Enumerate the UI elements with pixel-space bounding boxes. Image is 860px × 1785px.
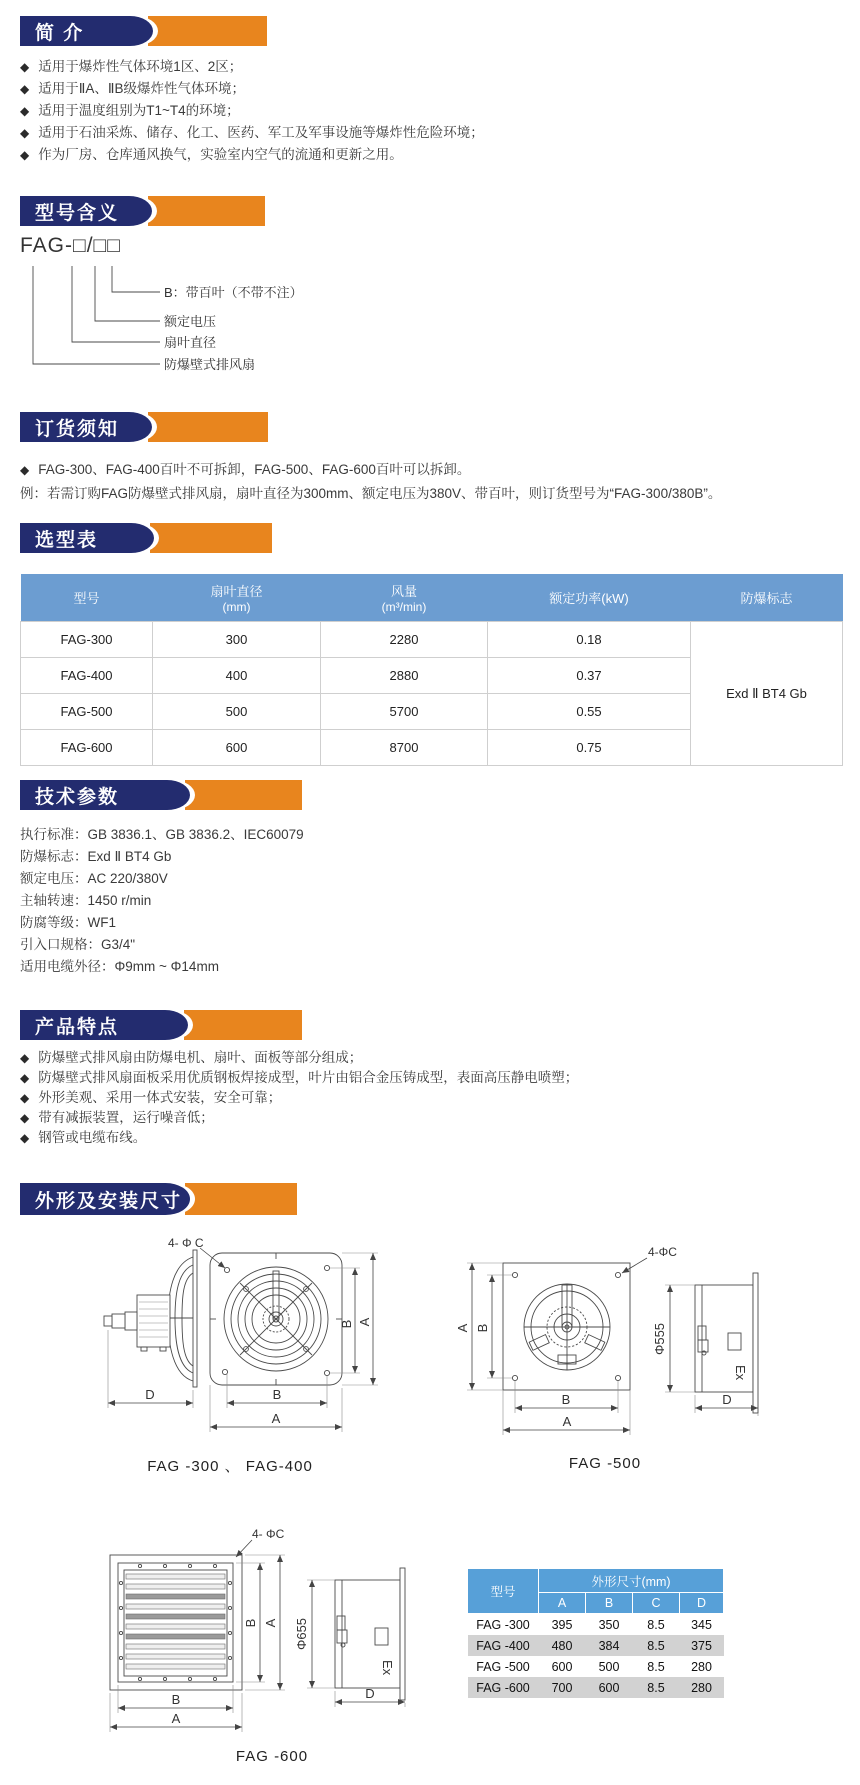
diamond-bullet-icon: ◆ [20, 126, 30, 140]
fag300-side-view [104, 1250, 197, 1387]
diamond-bullet-icon: ◆ [20, 60, 30, 74]
cell-D: 345 [691, 1617, 712, 1632]
banner-orange-block [148, 412, 268, 442]
tech-line: 防爆标志：Exd Ⅱ BT4 Gb [20, 849, 172, 864]
model-code-text: FAG-□/□□ [20, 234, 121, 257]
cell-C: 8.5 [647, 1617, 665, 1632]
banner-orange-block [150, 523, 272, 553]
col-header-exmark: 防爆标志 [691, 574, 843, 622]
diamond-bullet-icon: ◆ [20, 104, 30, 118]
cell-diameter: 500 [153, 694, 321, 730]
dim-header-C: C [633, 1593, 680, 1614]
section-banner-tech [20, 780, 302, 810]
drawing-fag500 [440, 1240, 770, 1440]
dim-label-phi655: Φ655 [294, 1617, 309, 1651]
tech-line: 引入口规格：G3/4" [20, 937, 136, 952]
banner-orange-block [148, 196, 265, 226]
designation-label-diameter: 扇叶直径 [164, 335, 217, 350]
col-header-diameter [153, 574, 321, 622]
order-example [20, 482, 721, 506]
drawing-fag300-fag400 [40, 1232, 400, 1447]
section-banner-dimensions [20, 1183, 297, 1215]
dimension-table-body [468, 1614, 724, 1699]
dim-label-A: A [455, 1323, 470, 1333]
banner-navy-block [20, 412, 152, 442]
dim-label-B: B [561, 1392, 571, 1407]
dim-header-A: A [539, 1593, 586, 1614]
intro-bullet-text: 适用于温度组别为T1~T4的环境； [38, 103, 240, 118]
dim-header-model: 型号 [468, 1569, 539, 1614]
banner-orange-block [185, 780, 302, 810]
section-title-selection: 选型表 [35, 529, 99, 551]
cell-model: FAG -300 [476, 1617, 530, 1632]
table-row [468, 1656, 724, 1677]
dim-label-B: B [272, 1387, 282, 1402]
dim-label-A: A [562, 1414, 572, 1429]
table-row [468, 1635, 724, 1656]
feature-bullet [20, 1048, 578, 1068]
fag600-side-view [335, 1568, 405, 1700]
cell-airflow: 2880 [321, 658, 488, 694]
order-notes [20, 458, 721, 506]
intro-bullet-text: 适用于石油采炼、储存、化工、医药、军工及军事设施等爆炸性危险环境； [38, 125, 484, 140]
feature-bullet-text: 带有减振装置，运行噪音低； [38, 1110, 214, 1125]
cell-diameter: 400 [153, 658, 321, 694]
col-header-power: 额定功率(kW) [488, 574, 691, 622]
dim-label-D: D [722, 1392, 732, 1407]
hole-count-label: 4- Φ C [168, 1236, 204, 1250]
feature-bullet [20, 1108, 578, 1128]
banner-navy-block [20, 780, 190, 810]
feature-bullet [20, 1068, 578, 1088]
section-banner-selection [20, 523, 272, 553]
intro-bullet [20, 100, 484, 122]
cell-airflow: 5700 [321, 694, 488, 730]
dim-label-B: B [243, 1618, 258, 1628]
intro-bullet [20, 78, 484, 100]
intro-bullet-list [20, 56, 484, 166]
tech-parameter-list [20, 824, 304, 978]
cell-diameter: 600 [153, 730, 321, 766]
dim-label-B: B [339, 1319, 354, 1329]
designation-label-louver: B：带百叶（不带不注） [164, 285, 303, 300]
col-header-airflow [321, 574, 488, 622]
designation-label-voltage: 额定电压 [164, 314, 217, 329]
col-header-model: 型号 [21, 574, 153, 622]
feature-bullet-list [20, 1048, 578, 1148]
feature-bullet-text: 防爆壁式排风扇由防爆电机、扇叶、面板等部分组成； [38, 1050, 363, 1065]
cell-model: FAG -600 [468, 1677, 539, 1698]
cell-power: 0.18 [488, 622, 691, 658]
cell-power: 0.55 [488, 694, 691, 730]
diamond-bullet-icon: ◆ [20, 463, 30, 477]
dim-header-group: 外形尺寸(mm) [539, 1569, 724, 1593]
feature-bullet [20, 1088, 578, 1108]
table-row [468, 1677, 724, 1698]
cell-model: FAG-500 [21, 694, 153, 730]
diamond-bullet-icon: ◆ [20, 1111, 30, 1125]
tech-line: 执行标准：GB 3836.1、GB 3836.2、IEC60079 [20, 827, 304, 842]
cell-A: 600 [551, 1659, 573, 1674]
cell-B: 350 [598, 1617, 620, 1632]
drawing-caption-fag600: FAG -600 [235, 1748, 309, 1765]
feature-bullet-text: 外形美观、采用一体式安装，安全可靠； [38, 1090, 282, 1105]
intro-bullet-text: 适用于爆炸性气体环境1区、2区； [38, 59, 243, 74]
selection-table-body [21, 622, 843, 766]
feature-bullet [20, 1128, 578, 1148]
order-example-text: 例：若需订购FAG防爆壁式排风扇，扇叶直径为300mm、额定电压为380V、带百叶，则订货型号为“FAG-300/380B”。 [20, 486, 722, 501]
cell-B: 500 [598, 1659, 620, 1674]
diamond-bullet-icon: ◆ [20, 1051, 30, 1065]
cell-model: FAG-600 [21, 730, 153, 766]
diamond-bullet-icon: ◆ [20, 148, 30, 162]
banner-navy-block [20, 1010, 188, 1040]
dim-header-D: D [680, 1593, 724, 1614]
cell-C: 8.5 [647, 1659, 665, 1674]
model-designation-diagram [20, 264, 420, 379]
dim-header-B: B [586, 1593, 633, 1614]
drawing-fag600 [80, 1528, 410, 1740]
cell-power: 0.75 [488, 730, 691, 766]
banner-navy-block [20, 196, 152, 226]
dim-label-B: B [171, 1692, 181, 1707]
cell-A: 395 [551, 1617, 573, 1632]
diamond-bullet-icon: ◆ [20, 1091, 30, 1105]
col-header-diameter-line2: (mm) [222, 600, 251, 614]
feature-bullet-text: 防爆壁式排风扇面板采用优质钢板焊接成型，叶片由铝合金压铸成型，表面高压静电喷塑； [38, 1070, 579, 1085]
section-title-features: 产品特点 [35, 1016, 120, 1038]
designation-connector-lines [33, 266, 160, 364]
cell-D: 375 [680, 1635, 724, 1656]
cell-D: 280 [680, 1677, 724, 1698]
tech-line: 防腐等级：WF1 [20, 915, 116, 930]
section-banner-model [20, 196, 265, 226]
dim-label-phi555: Φ555 [652, 1322, 667, 1356]
intro-bullet-text: 作为厂房、仓库通风换气，实验室内空气的流通和更新之用。 [38, 147, 403, 162]
table-row [21, 622, 843, 658]
fag600-front-view [110, 1555, 242, 1690]
dim-label-A: A [171, 1711, 181, 1726]
selection-table [20, 574, 843, 766]
drawing-caption-fag500: FAG -500 [568, 1455, 642, 1472]
ex-mark-label: Ex [733, 1365, 748, 1381]
diamond-bullet-icon: ◆ [20, 1131, 30, 1145]
diamond-bullet-icon: ◆ [20, 1071, 30, 1085]
hole-count-label: 4- ΦC [252, 1528, 285, 1541]
cell-diameter: 300 [153, 622, 321, 658]
dim-label-A: A [357, 1317, 372, 1327]
section-title-model: 型号含义 [35, 202, 120, 224]
dim-label-A: A [271, 1411, 281, 1426]
intro-bullet [20, 56, 484, 78]
dim-label-A: A [263, 1618, 278, 1628]
designation-label-product: 防爆壁式排风扇 [164, 357, 256, 372]
cell-C: 8.5 [633, 1635, 680, 1656]
dim-label-D: D [145, 1387, 155, 1402]
ex-mark-label: Ex [380, 1660, 395, 1676]
drawing-caption-fag300: FAG -300 、 FAG-400 [147, 1458, 313, 1475]
banner-orange-block [148, 16, 267, 46]
section-title-intro: 简 介 [35, 22, 85, 44]
table-row [468, 1614, 724, 1636]
cell-power: 0.37 [488, 658, 691, 694]
fag500-front-view [503, 1263, 630, 1390]
intro-bullet-text: 适用于ⅡA、ⅡB级爆炸性气体环境； [38, 81, 246, 96]
dimension-table [467, 1568, 724, 1698]
cell-A: 700 [539, 1677, 586, 1698]
cell-model: FAG-400 [21, 658, 153, 694]
cell-D: 280 [691, 1659, 712, 1674]
banner-navy-block [20, 1183, 190, 1215]
dim-label-B: B [475, 1323, 490, 1333]
feature-bullet-text: 钢管或电缆布线。 [38, 1130, 147, 1145]
intro-bullet [20, 144, 484, 166]
dimension-table-header [468, 1569, 724, 1614]
fag300-front-view [210, 1253, 342, 1385]
section-title-dimensions: 外形及安装尺寸 [35, 1190, 183, 1212]
tech-line: 额定电压：AC 220/380V [20, 871, 168, 886]
col-header-diameter-line1: 扇叶直径 [210, 584, 263, 599]
tech-line: 适用电缆外径：Φ9mm ~ Φ14mm [20, 959, 219, 974]
section-banner-features [20, 1010, 302, 1040]
order-bullet [20, 458, 721, 482]
cell-B: 384 [586, 1635, 633, 1656]
diamond-bullet-icon: ◆ [20, 82, 30, 96]
cell-airflow: 8700 [321, 730, 488, 766]
cell-airflow: 2280 [321, 622, 488, 658]
section-title-tech: 技术参数 [35, 786, 120, 808]
section-title-order: 订货须知 [35, 418, 120, 440]
cell-C: 8.5 [633, 1677, 680, 1698]
hole-count-label: 4-ΦC [648, 1245, 677, 1259]
selection-table-header [21, 574, 843, 622]
banner-navy-block [20, 16, 153, 46]
cell-model: FAG -500 [476, 1659, 530, 1674]
tech-line: 主轴转速：1450 r/min [20, 893, 152, 908]
section-banner-intro [20, 16, 267, 46]
cell-A: 480 [539, 1635, 586, 1656]
col-header-airflow-line2: (m³/min) [381, 600, 427, 614]
col-header-airflow-line1: 风量 [390, 584, 417, 599]
order-bullet-text: FAG-300、FAG-400百叶不可拆卸，FAG-500、FAG-600百叶可以拆卸。 [38, 462, 471, 477]
intro-bullet [20, 122, 484, 144]
cell-ex-mark: Exd Ⅱ BT4 Gb [691, 622, 843, 766]
banner-orange-block [185, 1183, 297, 1215]
dim-label-D: D [365, 1686, 375, 1701]
cell-B: 600 [586, 1677, 633, 1698]
banner-orange-block [184, 1010, 302, 1040]
cell-model: FAG -400 [468, 1635, 539, 1656]
section-banner-order [20, 412, 268, 442]
cell-model: FAG-300 [21, 622, 153, 658]
banner-navy-block [20, 523, 154, 553]
